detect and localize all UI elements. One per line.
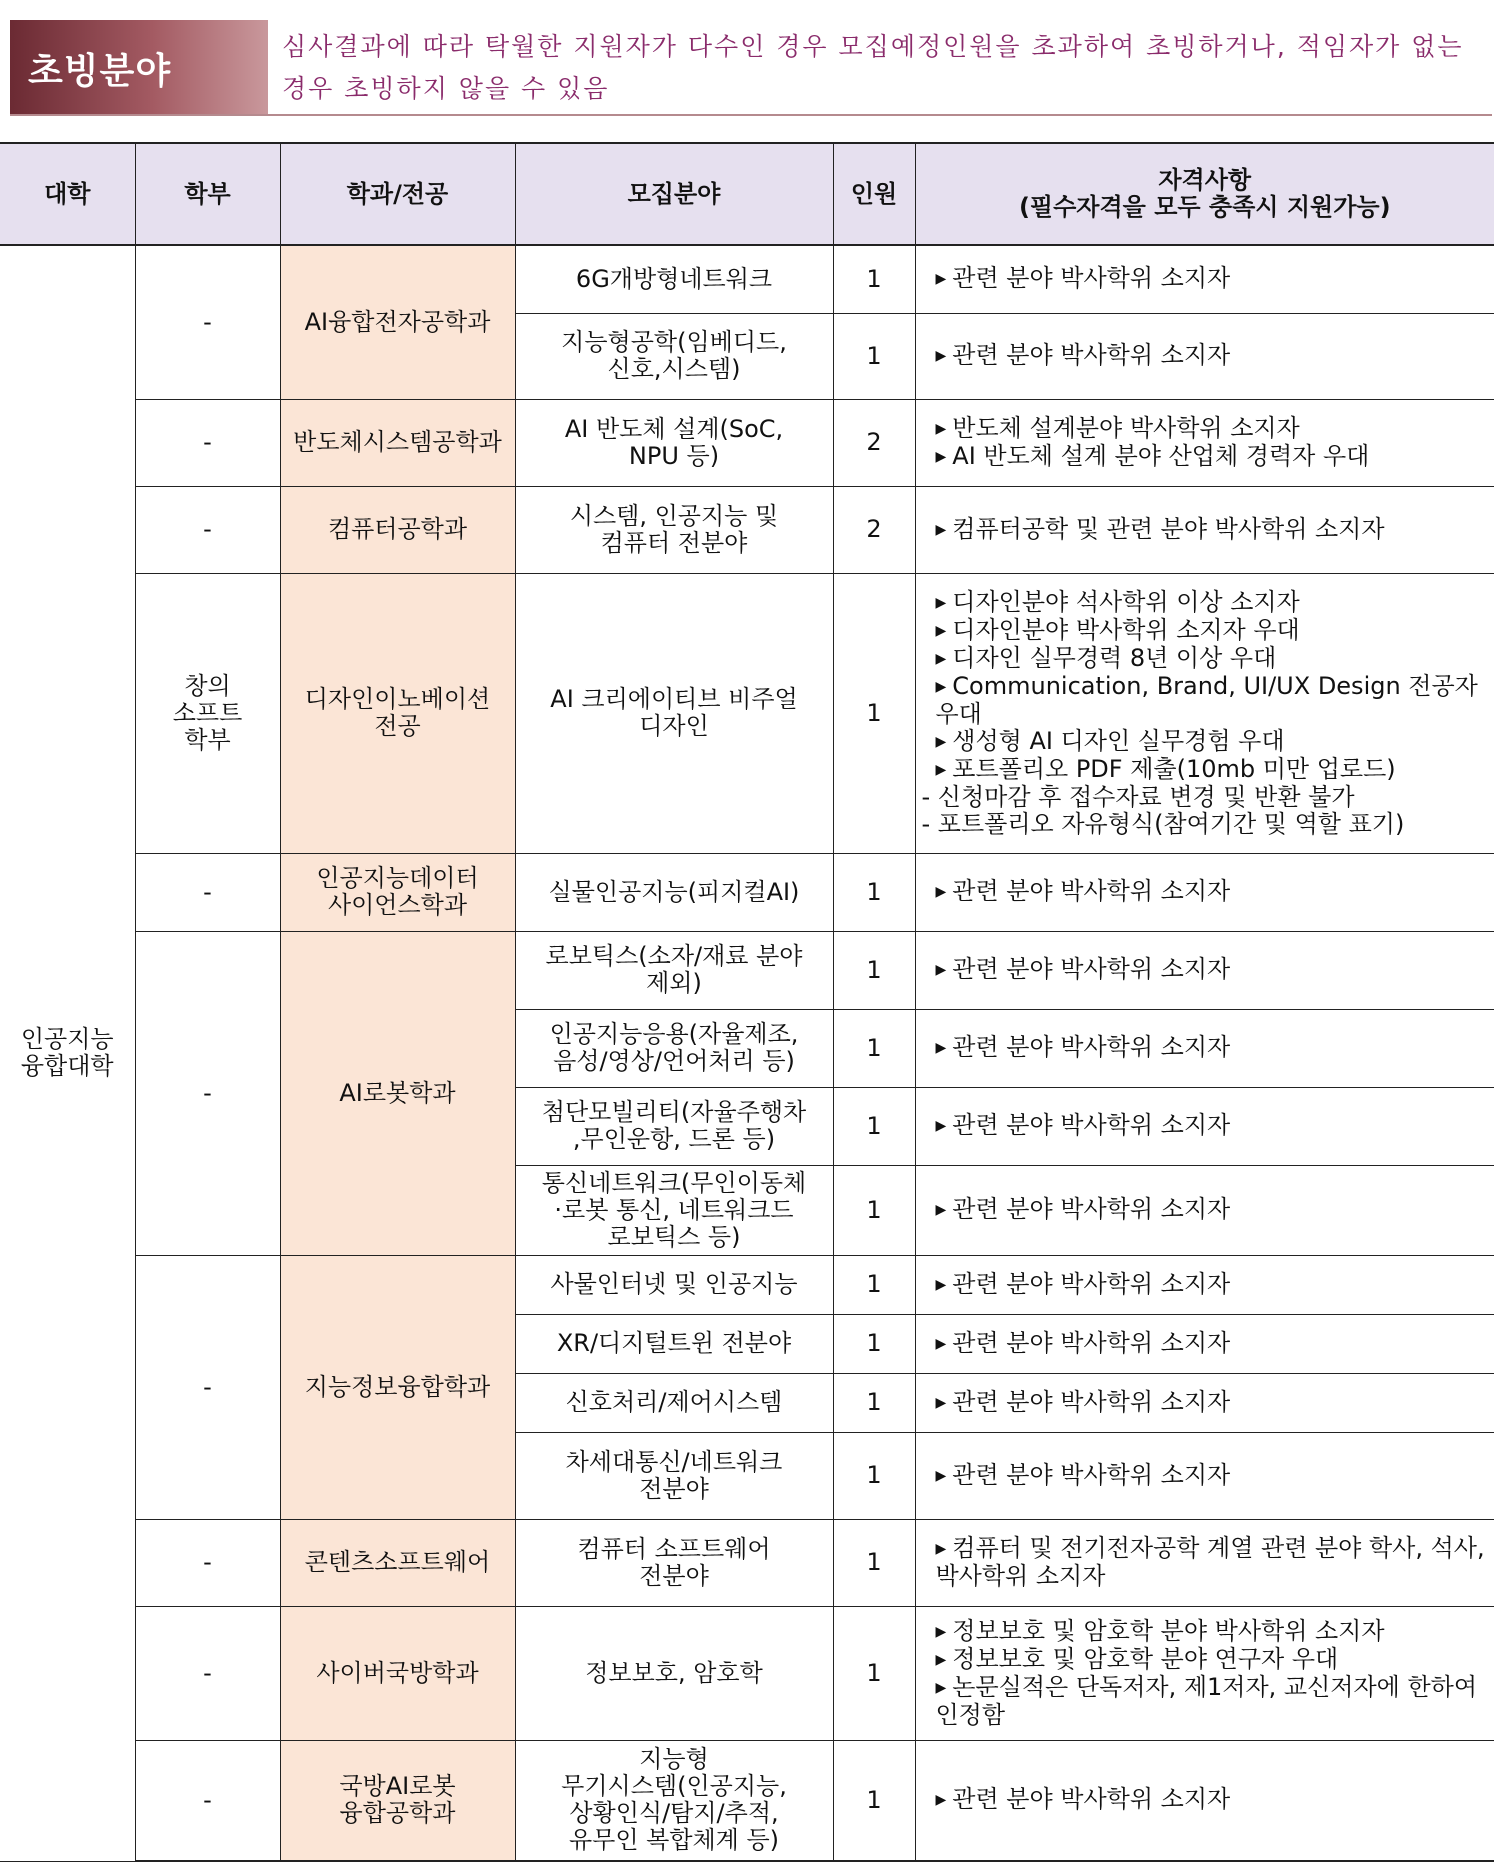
- school-cell: [135, 245, 280, 399]
- field-cell: [515, 1519, 833, 1606]
- school-line: -: [203, 515, 212, 543]
- count-cell: 1: [833, 573, 915, 853]
- count-cell: 1: [833, 1606, 915, 1740]
- qualification-item: [936, 617, 1489, 645]
- qualification-item: [936, 1462, 1489, 1490]
- school-line: -: [203, 1658, 212, 1687]
- notice-line: 경우 초빙하지 않을 수 있음: [282, 74, 610, 103]
- field-line: 차세대통신/네트워크: [565, 1447, 783, 1476]
- table-row: [0, 931, 1494, 1009]
- qualification-cell: [915, 1740, 1494, 1861]
- qualification-cell: [915, 1606, 1494, 1740]
- count-cell: 1: [833, 1255, 915, 1314]
- section-title: 초빙분야: [10, 20, 268, 116]
- bullet-icon: ▶: [935, 448, 947, 465]
- qualification-item: [936, 645, 1489, 673]
- school-cell: [135, 1255, 280, 1519]
- field-line: 디자인: [639, 712, 709, 740]
- qualification-text: AI 반도체 설계 분야 산업체 경력자 우대: [952, 441, 1370, 470]
- qual-header-line: (필수자격을 모두 충족시 지원가능): [1018, 193, 1391, 221]
- qualification-cell: [915, 931, 1494, 1009]
- field-cell: [515, 1165, 833, 1255]
- bullet-icon: ▶: [935, 1541, 947, 1557]
- qual-header-line: 자격사항: [1158, 166, 1252, 194]
- table-row: [0, 573, 1494, 853]
- bullet-icon: ▶: [935, 1276, 947, 1293]
- dept-line: 사이언스학과: [327, 891, 468, 919]
- school-cell: [135, 1606, 280, 1740]
- table-row: [0, 1519, 1494, 1606]
- table-header-row: [0, 143, 1494, 245]
- bullet-icon: ▶: [935, 348, 947, 364]
- qualification-text: 디자인 실무경력 8년 이상 우대: [952, 643, 1277, 672]
- recruitment-table: [0, 142, 1494, 1862]
- field-cell: [515, 313, 833, 399]
- count-cell: 1: [833, 1314, 915, 1373]
- qualification-text: 관련 분야 박사학위 소지자: [952, 1033, 1231, 1061]
- bullet-icon: ▶: [935, 1118, 947, 1134]
- qualification-text: 포트폴리오 PDF 제출(10mb 미만 업로드): [952, 754, 1396, 783]
- bullet-icon: ▶: [935, 650, 947, 667]
- qualification-cell: [915, 1087, 1494, 1165]
- field-line: 컴퓨터 소프트웨어: [577, 1534, 771, 1563]
- qualification-text: 관련 분야 박사학위 소지자: [952, 955, 1231, 983]
- col-header-school: 학부: [135, 143, 280, 245]
- count-cell: 1: [833, 245, 915, 313]
- school-line: 학부: [184, 725, 231, 754]
- qualification-item: [936, 1674, 1489, 1729]
- field-cell: [515, 1314, 833, 1373]
- qualification-item: [936, 1330, 1489, 1358]
- bullet-icon: ▶: [935, 1792, 947, 1809]
- qualification-text: 관련 분야 박사학위 소지자: [952, 1387, 1231, 1416]
- field-cell: [515, 931, 833, 1009]
- field-line: 실물인공지능(피지컬AI): [548, 877, 800, 906]
- notice-line: 심사결과에 따라 탁월한 지원자가 다수인 경우 모집예정인원을 초과하여 초빙하거나, 적임자가 없는: [282, 32, 1464, 61]
- table-row: [0, 1606, 1494, 1740]
- field-line: 전분야: [639, 1474, 709, 1503]
- table-row: [0, 245, 1494, 313]
- bullet-icon: ▶: [935, 962, 947, 978]
- qualification-text: 관련 분야 박사학위 소지자: [952, 1111, 1231, 1139]
- field-line: 통신네트워크(무인이동체: [541, 1168, 807, 1197]
- field-cell: [515, 1606, 833, 1740]
- col-header-qualification: [915, 143, 1494, 245]
- dept-line: 융합공학과: [339, 1799, 456, 1828]
- qualification-cell: [915, 245, 1494, 313]
- dept-cell: [280, 931, 515, 1255]
- qualification-text: 관련 분야 박사학위 소지자: [952, 1269, 1231, 1298]
- field-line: 신호처리/제어시스템: [565, 1388, 783, 1416]
- col-header-count: 인원: [833, 143, 915, 245]
- college-line: 인공지능: [20, 1025, 114, 1054]
- field-line: AI 크리에이티브 비주얼: [550, 685, 798, 713]
- dept-cell: [280, 245, 515, 399]
- qualification-item: [936, 1389, 1489, 1417]
- qualification-cell: [915, 313, 1494, 399]
- qualification-cell: [915, 1009, 1494, 1087]
- dept-cell: [280, 1606, 515, 1740]
- table-row: [0, 486, 1494, 573]
- dept-line: AI융합전자공학과: [304, 307, 491, 336]
- field-line: 상황인식/탐지/추적,: [569, 1799, 779, 1828]
- qualification-item: [936, 756, 1489, 784]
- field-line: 무기시스템(인공지능,: [561, 1772, 787, 1801]
- dept-line: 지능정보융합학과: [304, 1372, 491, 1401]
- school-cell: [135, 853, 280, 931]
- qualification-text: 관련 분야 박사학위 소지자: [952, 1328, 1231, 1357]
- field-cell: [515, 1373, 833, 1432]
- field-cell: [515, 1740, 833, 1861]
- qualification-text: 관련 분야 박사학위 소지자: [952, 1195, 1231, 1223]
- count-cell: 1: [833, 931, 915, 1009]
- field-line: 로보틱스(소자/재료 분야: [545, 942, 803, 970]
- school-cell: [135, 1740, 280, 1861]
- field-line: ·로봇 통신, 네트워크드: [554, 1195, 794, 1224]
- college-cell: [0, 245, 135, 1861]
- qualification-item: [936, 265, 1489, 293]
- qualification-item: [936, 878, 1489, 906]
- bullet-icon: ▶: [935, 420, 947, 437]
- count-cell: 1: [833, 1740, 915, 1861]
- dept-line: 디자인이노베이션: [304, 685, 491, 713]
- qualification-item: [936, 1646, 1489, 1674]
- school-line: -: [203, 1785, 212, 1814]
- qualification-text: 정보보호 및 암호학 분야 연구자 우대: [952, 1644, 1339, 1673]
- qualification-item: [936, 1618, 1489, 1646]
- field-cell: [515, 1009, 833, 1087]
- table-row: [0, 1255, 1494, 1314]
- school-line: -: [203, 428, 212, 456]
- bullet-icon: ▶: [935, 1202, 947, 1218]
- count-cell: 1: [833, 853, 915, 931]
- field-line: 컴퓨터 전분야: [600, 528, 748, 557]
- qualification-item: [936, 415, 1489, 443]
- qualification-cell: [915, 1165, 1494, 1255]
- bullet-icon: ▶: [935, 1040, 947, 1056]
- qualification-cell: [915, 573, 1494, 853]
- school-cell: [135, 573, 280, 853]
- qualification-item: [936, 443, 1489, 471]
- field-line: 로보틱스 등): [607, 1222, 741, 1251]
- dept-line: 컴퓨터공학과: [327, 515, 468, 543]
- col-header-dept: 학과/전공: [280, 143, 515, 245]
- school-line: -: [203, 307, 212, 336]
- col-header-college: 대학: [0, 143, 135, 245]
- qualification-text: 관련 분야 박사학위 소지자: [952, 341, 1231, 369]
- bullet-icon: ▶: [935, 1335, 947, 1352]
- field-cell: [515, 399, 833, 486]
- qualification-item: [936, 673, 1489, 728]
- dept-cell: [280, 1740, 515, 1861]
- count-cell: 1: [833, 1432, 915, 1519]
- bullet-icon: ▶: [935, 678, 947, 695]
- dept-line: 사이버국방학과: [316, 1658, 479, 1687]
- qualification-item: [936, 1271, 1489, 1299]
- bullet-icon: ▶: [935, 1623, 947, 1640]
- school-cell: [135, 486, 280, 573]
- qualification-item: [936, 728, 1489, 756]
- qualification-item: [936, 956, 1489, 984]
- qualification-text: 디자인분야 박사학위 소지자 우대: [952, 615, 1300, 644]
- school-line: -: [203, 1548, 212, 1576]
- qualification-item: [936, 589, 1489, 617]
- school-cell: [135, 931, 280, 1255]
- count-cell: 1: [833, 1009, 915, 1087]
- bullet-icon: ▶: [935, 761, 947, 778]
- field-line: ,무인운항, 드론 등): [572, 1125, 776, 1153]
- qualification-cell: [915, 853, 1494, 931]
- table-row: [0, 1740, 1494, 1861]
- qualification-text: 생성형 AI 디자인 실무경험 우대: [952, 726, 1285, 755]
- bullet-icon: ▶: [935, 1679, 947, 1696]
- school-line: -: [203, 1372, 212, 1401]
- dept-line: AI로봇학과: [339, 1078, 456, 1107]
- dept-line: 콘텐츠소프트웨어: [304, 1548, 491, 1576]
- qualification-text: 논문실적은 단독저자, 제1저자, 교신저자에 한하여 인정함: [935, 1672, 1478, 1729]
- school-line: 소프트: [172, 698, 243, 727]
- count-cell: 1: [833, 1165, 915, 1255]
- field-line: 6G개방형네트워크: [575, 264, 773, 293]
- college-line: 융합대학: [20, 1052, 114, 1081]
- count-cell: 1: [833, 1519, 915, 1606]
- qualification-text: 관련 분야 박사학위 소지자: [952, 1460, 1231, 1489]
- qualification-cell: [915, 1255, 1494, 1314]
- dept-line: 국방AI로봇: [339, 1772, 456, 1801]
- school-line: 창의: [184, 671, 231, 700]
- field-line: 사물인터넷 및 인공지능: [550, 1270, 798, 1298]
- field-line: 지능형공학(임베디드,: [561, 328, 787, 356]
- qualification-item: [936, 1786, 1489, 1814]
- field-line: AI 반도체 설계(SoC,: [564, 414, 784, 443]
- bullet-icon: ▶: [935, 1467, 947, 1484]
- field-cell: [515, 1087, 833, 1165]
- dept-cell: [280, 853, 515, 931]
- qualification-text: 컴퓨터 및 전기전자공학 계열 관련 분야 학사, 석사, 박사학위 소지자: [935, 1534, 1485, 1590]
- count-cell: 2: [833, 399, 915, 486]
- dept-line: 반도체시스템공학과: [293, 428, 502, 456]
- field-line: 첨단모빌리티(자율주행차: [541, 1098, 807, 1126]
- field-line: NPU 등): [628, 441, 720, 470]
- table-body: [0, 245, 1494, 1861]
- school-cell: [135, 1519, 280, 1606]
- field-line: 인공지능응용(자율제조,: [549, 1020, 799, 1048]
- qualification-item: [936, 1535, 1489, 1590]
- dept-line: 인공지능데이터: [316, 864, 479, 892]
- table-row: [0, 399, 1494, 486]
- qualification-item: [936, 1196, 1489, 1224]
- field-line: 정보보호, 암호학: [585, 1658, 763, 1687]
- count-cell: 1: [833, 1373, 915, 1432]
- bullet-icon: ▶: [935, 1394, 947, 1411]
- qualification-cell: [915, 1314, 1494, 1373]
- field-cell: [515, 1255, 833, 1314]
- count-cell: 2: [833, 486, 915, 573]
- qualification-text: Communication, Brand, UI/UX Design 전공자 우대: [935, 671, 1478, 728]
- qualification-text: 디자인분야 석사학위 이상 소지자: [952, 587, 1300, 616]
- dept-cell: [280, 486, 515, 573]
- bullet-icon: ▶: [935, 884, 947, 900]
- field-cell: [515, 245, 833, 313]
- qualification-note: - 포트폴리오 자유형식(참여기간 및 역할 표기): [921, 809, 1405, 838]
- dept-cell: [280, 1519, 515, 1606]
- field-line: XR/디지털트윈 전분야: [556, 1329, 792, 1357]
- qualification-text: 정보보호 및 암호학 분야 박사학위 소지자: [952, 1616, 1385, 1645]
- table-row: [0, 853, 1494, 931]
- field-line: 유무인 복합체계 등): [568, 1826, 780, 1855]
- school-line: -: [203, 877, 212, 906]
- section-header: [10, 20, 1492, 116]
- count-cell: 1: [833, 1087, 915, 1165]
- col-header-field: 모집분야: [515, 143, 833, 245]
- qualification-note: - 신청마감 후 접수자료 변경 및 반환 불가: [921, 782, 1355, 811]
- school-cell: [135, 399, 280, 486]
- dept-cell: [280, 573, 515, 853]
- qualification-cell: [915, 486, 1494, 573]
- field-line: 전분야: [639, 1561, 709, 1590]
- bullet-icon: ▶: [935, 594, 947, 611]
- header-divider: [10, 114, 1492, 116]
- bullet-icon: ▶: [935, 622, 947, 639]
- qualification-text: 관련 분야 박사학위 소지자: [952, 1785, 1231, 1814]
- qualification-item: [936, 1034, 1489, 1062]
- field-line: 신호,시스템): [607, 355, 741, 383]
- qualification-text: 관련 분야 박사학위 소지자: [952, 264, 1231, 293]
- qualification-item: [936, 342, 1489, 370]
- qualification-item: [936, 1112, 1489, 1140]
- school-line: -: [203, 1078, 212, 1107]
- field-line: 지능형: [639, 1745, 709, 1774]
- count-cell: 1: [833, 313, 915, 399]
- dept-cell: [280, 399, 515, 486]
- qualification-cell: [915, 1432, 1494, 1519]
- dept-line: 전공: [374, 712, 421, 740]
- field-cell: [515, 573, 833, 853]
- bullet-icon: ▶: [935, 271, 947, 288]
- dept-cell: [280, 1255, 515, 1519]
- qualification-item: [936, 516, 1489, 544]
- field-cell: [515, 1432, 833, 1519]
- qualification-cell: [915, 1519, 1494, 1606]
- recruitment-notice: [282, 26, 1492, 110]
- field-line: 제외): [646, 969, 702, 997]
- field-cell: [515, 853, 833, 931]
- field-line: 음성/영상/언어처리 등): [553, 1047, 795, 1075]
- field-line: 시스템, 인공지능 및: [569, 501, 779, 530]
- qualification-cell: [915, 399, 1494, 486]
- bullet-icon: ▶: [935, 733, 947, 750]
- qualification-text: 반도체 설계분야 박사학위 소지자: [952, 413, 1300, 442]
- field-cell: [515, 486, 833, 573]
- qualification-cell: [915, 1373, 1494, 1432]
- qualification-text: 컴퓨터공학 및 관련 분야 박사학위 소지자: [952, 514, 1385, 543]
- bullet-icon: ▶: [935, 521, 947, 538]
- qualification-text: 관련 분야 박사학위 소지자: [952, 877, 1231, 905]
- bullet-icon: ▶: [935, 1651, 947, 1668]
